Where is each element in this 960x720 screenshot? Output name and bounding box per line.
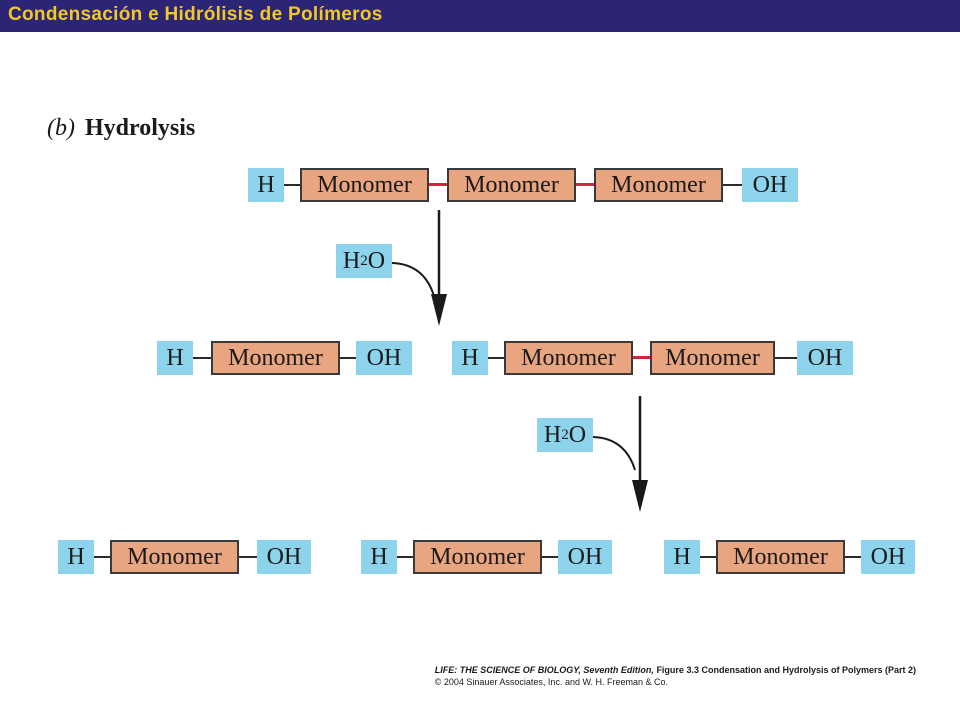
credit-copyright: © 2004 Sinauer Associates, Inc. and W. H. Freeman & Co. — [434, 677, 668, 687]
monomer-box: Monomer — [650, 341, 775, 375]
water-curve-arrow — [392, 263, 434, 296]
oh-cap: OH — [742, 168, 798, 202]
reaction-arrowhead — [431, 294, 447, 326]
h-cap: H — [664, 540, 700, 574]
oh-cap: OH — [356, 341, 412, 375]
reaction-arrowhead — [632, 480, 648, 512]
oh-cap: OH — [861, 540, 915, 574]
h-cap: H — [248, 168, 284, 202]
monomer-box: Monomer — [716, 540, 845, 574]
monomer-box: Monomer — [594, 168, 723, 202]
monomer-box: Monomer — [300, 168, 429, 202]
monomer-box: Monomer — [504, 341, 633, 375]
credit-figure: Figure 3.3 Condensation and Hydrolysis of Polymers (Part 2) — [656, 665, 916, 675]
figure-credit — [435, 664, 916, 688]
monomer-box: Monomer — [110, 540, 239, 574]
slide-title: Condensación e Hidrólisis de Polímeros — [8, 4, 383, 25]
water-molecule: H 2 O — [336, 244, 392, 278]
monomer-box: Monomer — [447, 168, 576, 202]
oh-cap: OH — [797, 341, 853, 375]
monomer-box: Monomer — [211, 341, 340, 375]
part-letter: (b) — [47, 115, 75, 141]
h-cap: H — [58, 540, 94, 574]
h-cap: H — [361, 540, 397, 574]
oh-cap: OH — [257, 540, 311, 574]
water-curve-arrow — [593, 437, 635, 470]
credit-book: LIFE: THE SCIENCE OF BIOLOGY, Seventh Edition, — [434, 665, 654, 675]
h-cap: H — [157, 341, 193, 375]
oh-cap: OH — [558, 540, 612, 574]
water-molecule: H 2 O — [537, 418, 593, 452]
monomer-box: Monomer — [413, 540, 542, 574]
part-title: Hydrolysis — [84, 115, 196, 141]
h-cap: H — [452, 341, 488, 375]
